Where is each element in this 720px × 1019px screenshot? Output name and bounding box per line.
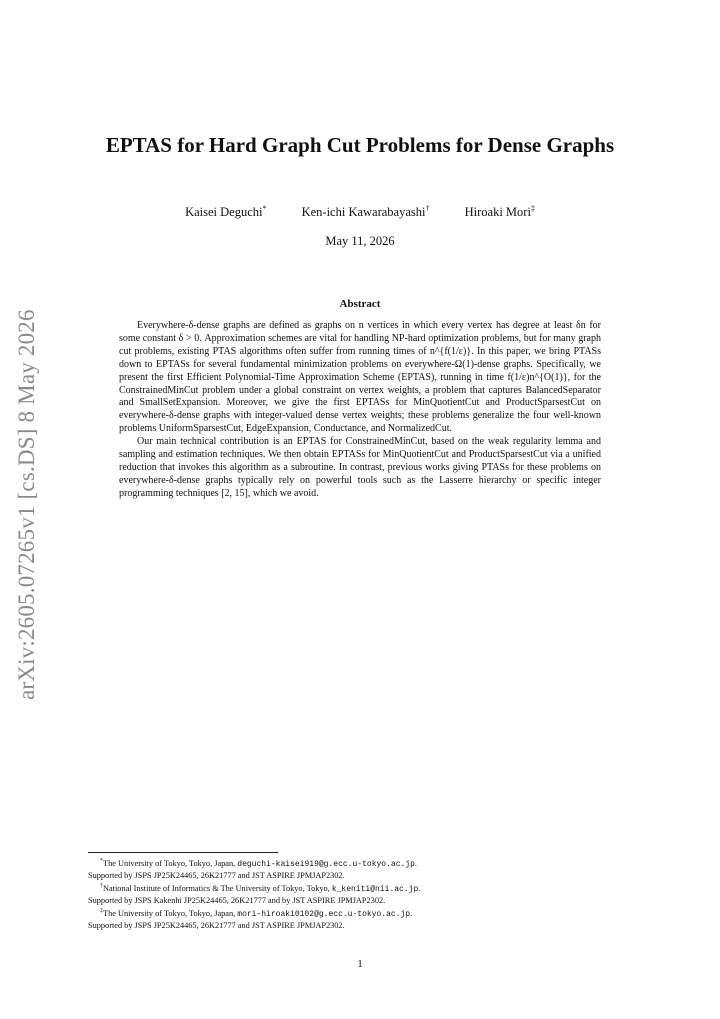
abstract-paragraph-1: Everywhere-δ-dense graphs are defined as graphs on n vertices in which every vertex has degree at least δn for some constant δ > 0. Approximation schemes are vital for handling NP-hard optimization problems, but for many graph cut problems, existing PTAS algorithms often suffer from running times of n^{f(1/ε)}. In this paper, we bring PTASs down to EPTASs for several fundamental minimization problems on everywhere-Ω(1)-dense graphs. Specifically, we present the first Efficient Polynomial-Time Approximation Scheme (EPTAS), running in time f(1/ε)n^{O(1)}, for the ConstrainedMinCut problem under a global constraint on vertex weights, a problem that captures BalancedSeparator and SmallSetExpansion. Moreover, we give the first EPTASs for MinQuotientCut and ProductSparsestCut on everywhere-δ-dense graphs with integer-valued dense vertex weights; these problems generalize the four well-known problems UniformSparsestCut, EdgeExpansion, Conductance, and NormalizedCut. — [119, 320, 601, 435]
paper-title: EPTAS for Hard Graph Cut Problems for Dense Graphs — [105, 133, 615, 157]
author-name: Kaisei Deguchi — [185, 205, 263, 220]
page-number: 1 — [357, 958, 363, 970]
footnote-3: ‡The University of Tokyo, Tokyo, Japan, mori-hiroaki0102@g.ecc.u-tokyo.ac.jp. Supported by JSPS JP25K24465, 26K21777 and JST ASPIRE JPMJAP2302. — [88, 906, 608, 931]
publication-date: May 11, 2026 — [325, 234, 395, 248]
footnote-mark: † — [100, 883, 103, 890]
author-3 — [465, 205, 535, 219]
abstract-heading: Abstract — [339, 298, 381, 310]
author-mark: † — [425, 204, 430, 213]
footnote-email-link[interactable]: deguchi-kaisei919@g.ecc.u-tokyo.ac.jp — [237, 859, 415, 869]
author-name: Ken-ichi Kawarabayashi — [301, 205, 426, 220]
footnote-mark: ‡ — [100, 908, 103, 915]
author-name: Hiroaki Mori — [464, 205, 531, 220]
footnote-support: Supported by JSPS Kakenhi JP25K24465, 26K21777 and by JST ASPIRE JPMJAP2302. — [88, 896, 386, 906]
footnote-affiliation: The University of Tokyo, Tokyo, Japan, — [103, 858, 236, 868]
abstract-paragraph-2: Our main technical contribution is an EPTAS for ConstrainedMinCut, based on the weak regularity lemma and sampling and estimation techniques. We then obtain EPTASs for MinQuotientCut and ProductSparsestCut via a unified reduction that invokes this algorithm as a subroutine. In contrast, previous works giving PTASs for these problems on everywhere-δ-dense graphs typically rely on powerful tools such as the Lasserre hierarchy or specific integer programming techniques [2, 15], which we avoid. — [119, 436, 601, 499]
author-mark: ‡ — [530, 204, 535, 213]
footnote-mark: * — [100, 858, 103, 864]
footnote-email-link[interactable]: k_keniti@nii.ac.jp — [331, 884, 419, 894]
footnote-support: Supported by JSPS JP25K24465, 26K21777 and JST ASPIRE JPMJAP2302. — [88, 921, 345, 931]
footnote-affiliation: The University of Tokyo, Tokyo, Japan, — [103, 909, 236, 919]
author-2 — [302, 205, 430, 219]
footnote-support: Supported by JSPS JP25K24465, 26K21777 and JST ASPIRE JPMJAP2302. — [88, 870, 345, 880]
author-list — [90, 204, 630, 220]
abstract-body — [119, 320, 601, 501]
author-1 — [185, 205, 266, 219]
footnote-divider — [88, 852, 278, 853]
footnote-affiliation: National Institute of Informatics & The University of Tokyo, Tokyo, — [103, 883, 330, 893]
footnote-email-link[interactable]: mori-hiroaki0102@g.ecc.u-tokyo.ac.jp — [237, 910, 411, 920]
footnotes — [88, 856, 608, 932]
arxiv-identifier-stamp: arXiv:2605.07265v1 [cs.DS] 8 May 2026 — [14, 309, 39, 700]
footnote-2: †National Institute of Informatics & The University of Tokyo, Tokyo, k_keniti@nii.ac.jp. Supported by JSPS Kakenhi JP25K24465, 26K21777 and by JST ASPIRE JPMJAP2302. — [88, 881, 608, 906]
author-mark: * — [262, 204, 267, 213]
footnote-1: *The University of Tokyo, Tokyo, Japan, deguchi-kaisei919@g.ecc.u-tokyo.ac.jp. Supported by JSPS JP25K24465, 26K21777 and JST ASPIRE JPMJAP2302. — [88, 856, 608, 881]
